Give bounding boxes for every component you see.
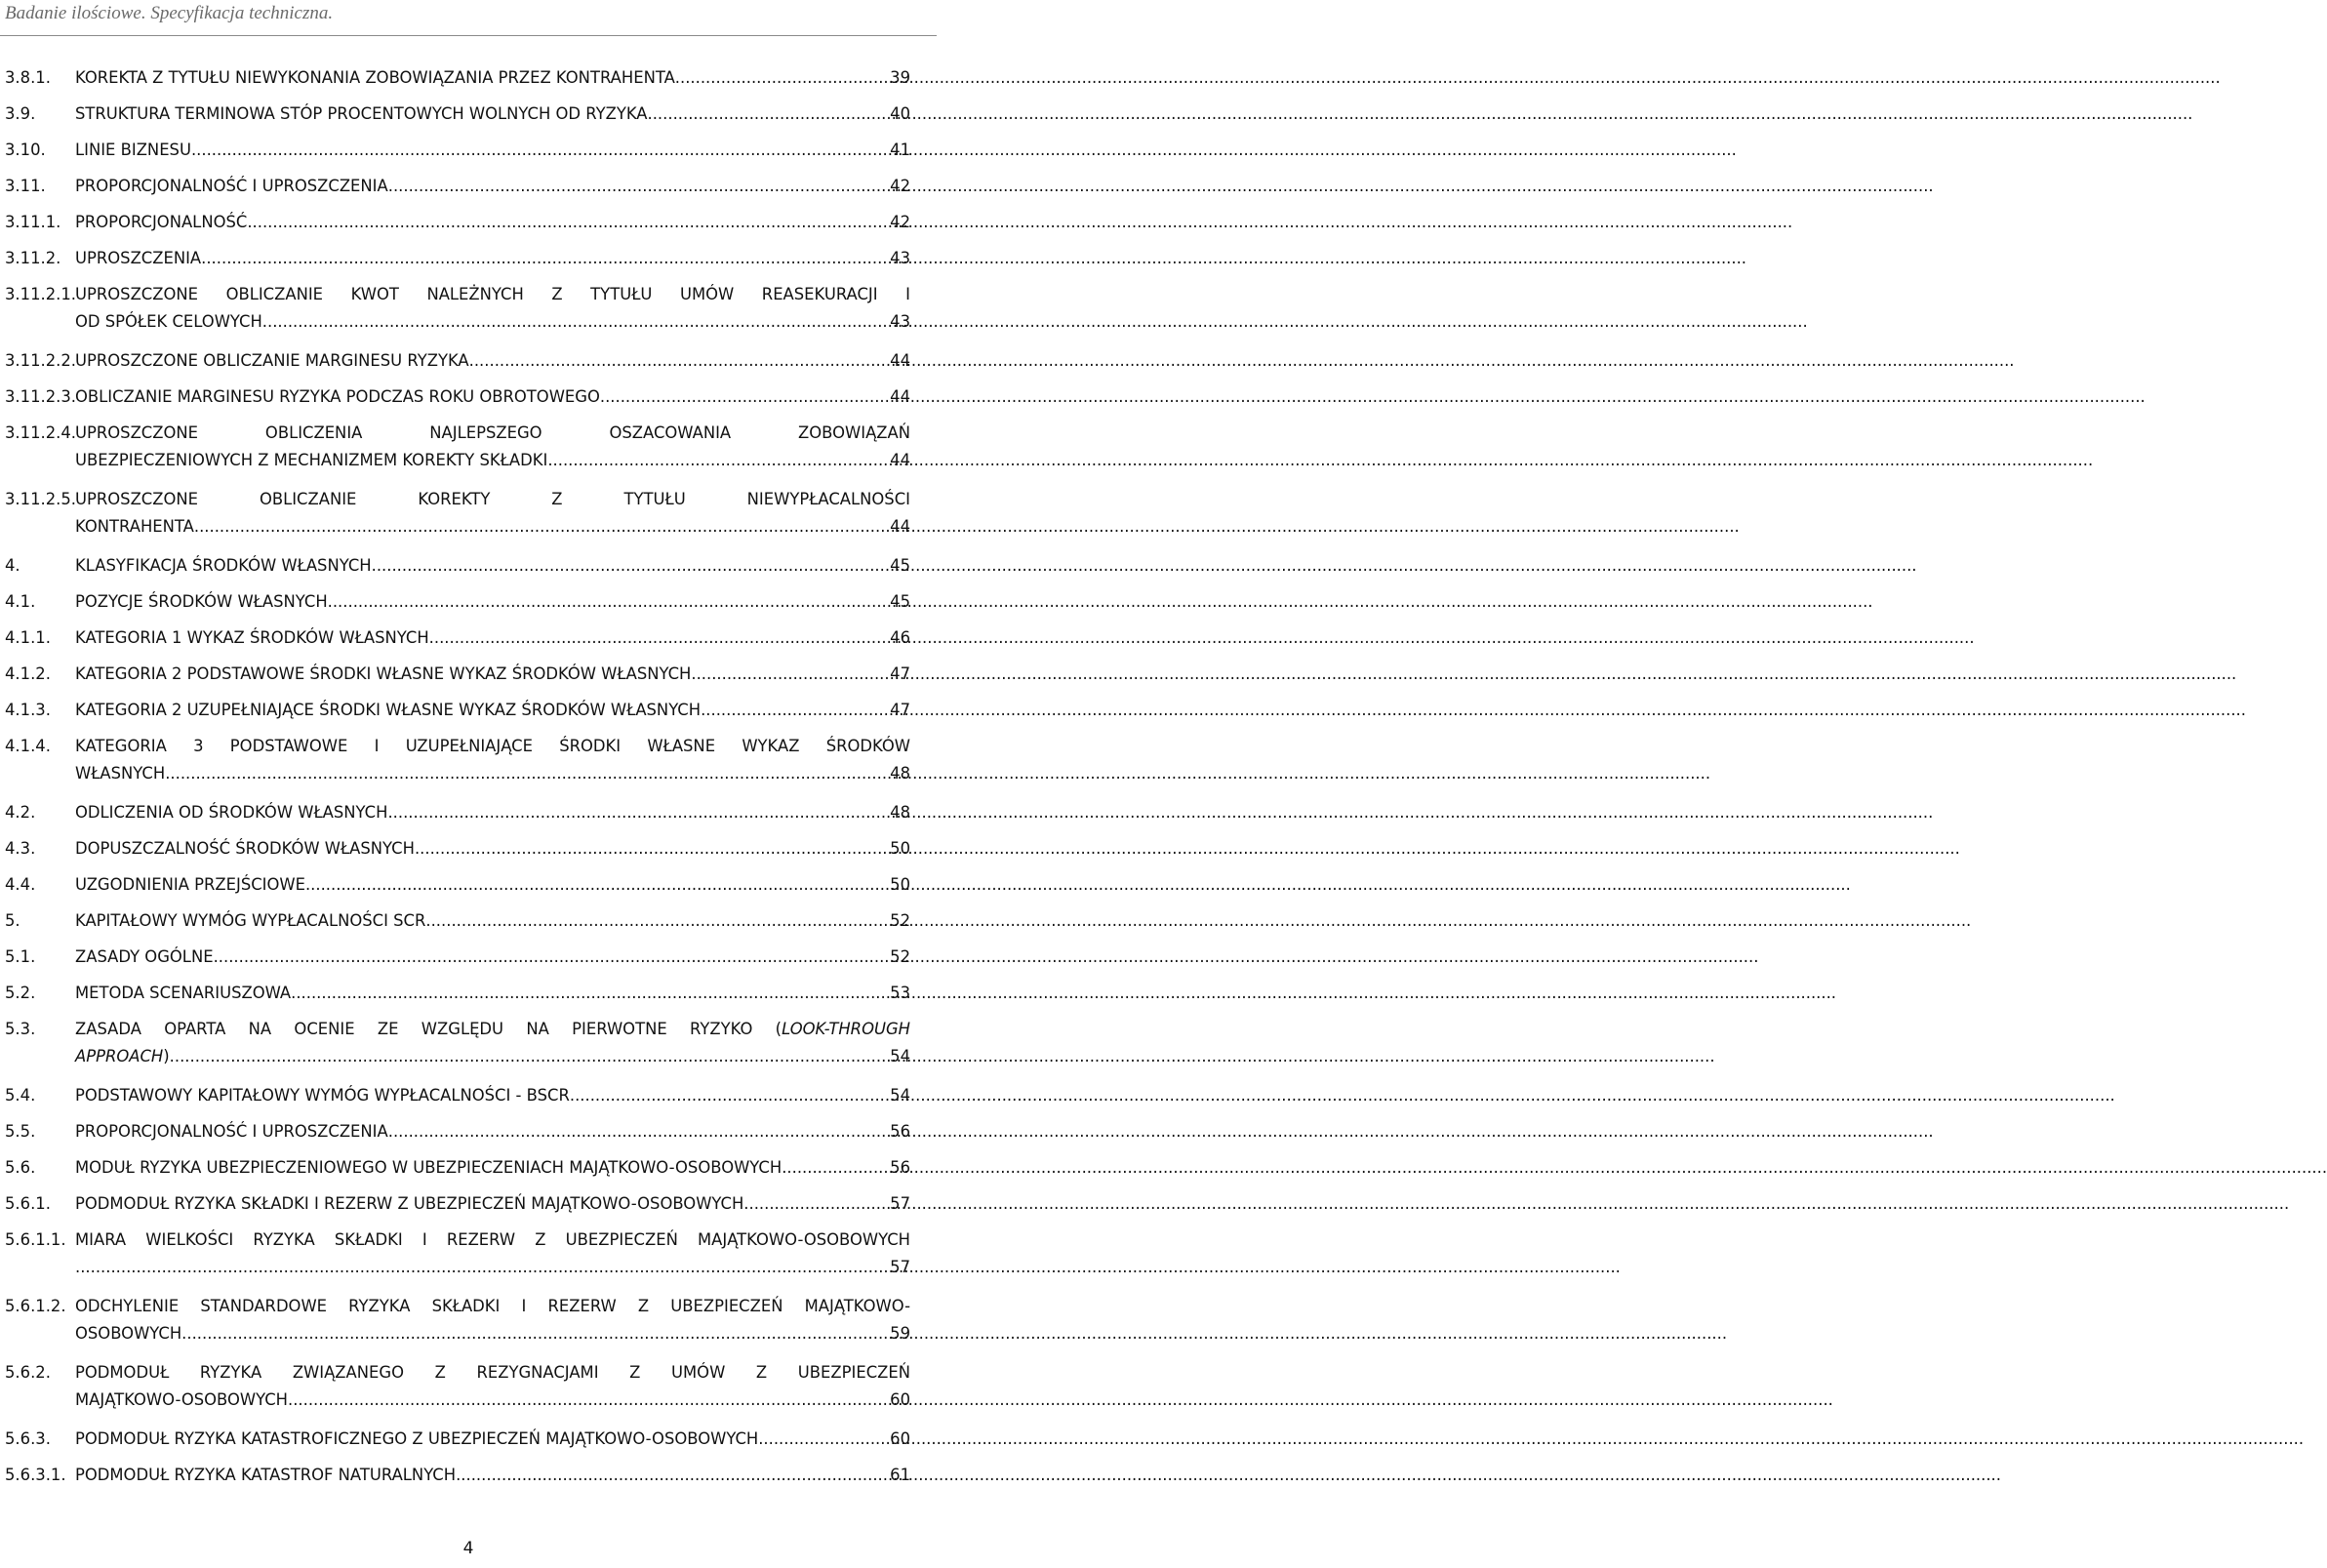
toc-title: KATEGORIA 2 PODSTAWOWE ŚRODKI WŁASNE WYKAZ ŚRODKÓW WŁASNYCH — [75, 664, 692, 683]
toc-title: OD SPÓŁEK CELOWYCH — [75, 312, 262, 331]
toc-number: 3.11. — [5, 177, 46, 195]
toc-title: PROPORCJONALNOŚĆ I UPROSZCZENIA — [75, 177, 388, 195]
toc-page-number: 52 — [890, 947, 910, 966]
toc-entry[interactable] — [5, 1462, 910, 1489]
toc-leader-dots — [388, 173, 890, 200]
toc-number: 3.11.1. — [5, 213, 61, 231]
toc-number: 4. — [5, 556, 20, 575]
toc-entry[interactable] — [5, 1082, 910, 1109]
toc-entry[interactable] — [5, 101, 910, 128]
toc-page-number: 45 — [890, 556, 910, 575]
toc-leader-dots — [701, 697, 890, 724]
toc-number: 4.4. — [5, 875, 36, 894]
toc-page-number: 39 — [890, 68, 910, 87]
page-number: 4 — [462, 1539, 474, 1558]
toc-title: KLASYFIKACJA ŚRODKÓW WŁASNYCH — [75, 556, 372, 575]
toc-leader-dots — [191, 137, 890, 164]
toc-entry[interactable] — [5, 347, 910, 375]
toc-entry[interactable] — [5, 1016, 910, 1070]
toc-number: 5.6.1.1. — [5, 1230, 66, 1249]
toc-title: PROPORCJONALNOŚĆ — [75, 213, 248, 231]
toc-page-number: 40 — [890, 104, 910, 123]
toc-page-number: 61 — [890, 1466, 910, 1484]
toc-entry[interactable] — [5, 733, 910, 787]
toc-page-number: 43 — [890, 249, 910, 267]
toc-page-number: 52 — [890, 911, 910, 930]
toc-number: 3.11.2.3. — [5, 387, 76, 406]
toc-page-number: 45 — [890, 592, 910, 611]
toc-title: PODMODUŁ RYZYKA SKŁADKI I REZERW Z UBEZPIECZEŃ MAJĄTKOWO-OSOBOWYCH — [75, 1194, 744, 1213]
toc-entry[interactable] — [5, 486, 910, 541]
toc-leader-dots — [691, 661, 890, 688]
toc-title-line: UPROSZCZONE OBLICZANIE KWOT NALEŻNYCH Z TYTUŁU UMÓW REASEKURACJI I — [75, 285, 910, 303]
toc-leader-dots — [328, 588, 891, 616]
toc-page-number: 54 — [890, 1086, 910, 1105]
toc-page-number: 42 — [890, 213, 910, 231]
toc-entry[interactable] — [5, 245, 910, 272]
toc-number: 5.6.3. — [5, 1429, 51, 1448]
toc-entry[interactable] — [5, 1426, 910, 1453]
toc-number: 5.6.2. — [5, 1363, 51, 1382]
toc-number: 4.2. — [5, 803, 36, 822]
toc-title: PODMODUŁ RYZYKA KATASTROFICZNEGO Z UBEZPIECZEŃ MAJĄTKOWO-OSOBOWYCH — [75, 1429, 759, 1448]
toc-entry[interactable] — [5, 980, 910, 1007]
toc-title: LINIE BIZNESU — [75, 141, 191, 159]
toc-leader-dots — [415, 835, 890, 863]
toc-title: METODA SCENARIUSZOWA — [75, 984, 292, 1002]
toc-title: UBEZPIECZENIOWYCH Z MECHANIZMEM KOREKTY SKŁADKI — [75, 451, 548, 469]
toc-leader-dots — [262, 308, 890, 336]
toc-number: 3.10. — [5, 141, 46, 159]
toc-number: 4.3. — [5, 839, 36, 858]
toc-entry[interactable] — [5, 1359, 910, 1414]
toc-leader-dots — [743, 1190, 890, 1218]
toc-number: 3.11.2.2. — [5, 351, 76, 370]
toc-title-line: UPROSZCZONE OBLICZANIE KOREKTY Z TYTUŁU NIEWYPŁACALNOŚCI — [75, 490, 910, 508]
toc-entry[interactable] — [5, 944, 910, 971]
toc-page-number: 46 — [890, 628, 910, 647]
toc-leader-dots — [387, 799, 890, 826]
toc-entry[interactable] — [5, 871, 910, 899]
toc-leader-dots — [547, 447, 890, 474]
toc-title: POZYCJE ŚRODKÓW WŁASNYCH — [75, 592, 328, 611]
toc-entry[interactable] — [5, 624, 910, 652]
toc-entry[interactable] — [5, 835, 910, 863]
toc-title: PODMODUŁ RYZYKA KATASTROF NATURALNYCH — [75, 1466, 457, 1484]
toc-number: 3.8.1. — [5, 68, 51, 87]
toc-title: KOREKTA Z TYTUŁU NIEWYKONANIA ZOBOWIĄZANIA PRZEZ KONTRAHENTA — [75, 68, 675, 87]
toc-title: KAPITAŁOWY WYMÓG WYPŁACALNOŚCI SCR — [75, 911, 426, 930]
toc-number: 5. — [5, 911, 20, 930]
toc-leader-dots — [170, 1043, 890, 1070]
toc-page-number: 57 — [890, 1194, 910, 1213]
toc-number: 5.6.1.2. — [5, 1297, 66, 1315]
toc-entry[interactable] — [5, 1190, 910, 1218]
toc-leader-dots — [181, 1320, 890, 1347]
toc-page-number: 48 — [890, 803, 910, 822]
toc-leader-dots — [194, 513, 890, 541]
toc-title: UPROSZCZONE OBLICZANIE MARGINESU RYZYKA — [75, 351, 469, 370]
toc-entry[interactable] — [5, 209, 910, 236]
toc-entry[interactable] — [5, 137, 910, 164]
toc-title: KATEGORIA 1 WYKAZ ŚRODKÓW WŁASNYCH — [75, 628, 429, 647]
toc-leader-dots — [305, 871, 890, 899]
toc-page-number: 54 — [890, 1047, 910, 1065]
toc-leader-dots — [570, 1082, 890, 1109]
toc-entry[interactable] — [5, 1293, 910, 1347]
toc-page-number: 44 — [890, 351, 910, 370]
toc-title: MAJĄTKOWO-OSOBOWYCH — [75, 1390, 288, 1409]
toc-leader-dots — [758, 1426, 890, 1453]
toc-entry[interactable] — [5, 281, 910, 336]
toc-title: OSOBOWYCH — [75, 1324, 182, 1343]
header-rule — [0, 35, 937, 36]
toc-page-number: 57 — [890, 1258, 910, 1276]
toc-entry[interactable] — [5, 383, 910, 411]
toc-leader-dots — [469, 347, 891, 375]
toc-leader-dots — [388, 1118, 890, 1146]
toc-title: WŁASNYCH — [75, 764, 166, 783]
toc-page-number: 50 — [890, 839, 910, 858]
toc-title: UZGODNIENIA PRZEJŚCIOWE — [75, 875, 305, 894]
toc-page-number: 60 — [890, 1390, 910, 1409]
toc-title: ZASADY OGÓLNE — [75, 947, 214, 966]
toc-number: 5.1. — [5, 947, 36, 966]
toc-entry[interactable] — [5, 64, 910, 92]
toc-leader-dots — [247, 209, 890, 236]
toc-page-number: 56 — [890, 1158, 910, 1177]
toc-leader-dots — [372, 552, 891, 580]
toc-leader-dots — [648, 101, 891, 128]
toc-leader-dots — [165, 760, 890, 787]
toc-leader-dots — [288, 1387, 890, 1414]
toc-leader-dots — [456, 1462, 890, 1489]
toc-number: 3.9. — [5, 104, 36, 123]
toc-leader-dots — [675, 64, 890, 92]
toc-title-line: ZASADA OPARTA NA OCENIE ZE WZGLĘDU NA PIERWOTNE RYZYKO (LOOK-THROUGH — [75, 1020, 910, 1038]
toc-entry[interactable] — [5, 1226, 910, 1281]
toc-title: KONTRAHENTA — [75, 517, 194, 536]
toc-leader-dots — [782, 1154, 890, 1182]
toc-title-line: ODCHYLENIE STANDARDOWE RYZYKA SKŁADKI I REZERW Z UBEZPIECZEŃ MAJĄTKOWO- — [75, 1297, 910, 1315]
toc-page-number: 53 — [890, 984, 910, 1002]
toc-number: 4.1.2. — [5, 664, 51, 683]
toc-entry[interactable] — [5, 661, 910, 688]
toc-entry[interactable] — [5, 420, 910, 474]
toc-page-number: 48 — [890, 764, 910, 783]
toc-number: 3.11.2.4. — [5, 423, 76, 442]
toc-page-number: 59 — [890, 1324, 910, 1343]
toc-number: 4.1.1. — [5, 628, 51, 647]
toc-title: OBLICZANIE MARGINESU RYZYKA PODCZAS ROKU OBROTOWEGO — [75, 387, 600, 406]
toc-number: 5.6.3.1. — [5, 1466, 66, 1484]
toc-number: 5.3. — [5, 1020, 36, 1038]
toc-entry[interactable] — [5, 1154, 910, 1182]
toc-title: KATEGORIA 2 UZUPEŁNIAJĄCE ŚRODKI WŁASNE WYKAZ ŚRODKÓW WŁASNYCH — [75, 701, 702, 719]
toc-leader-dots — [425, 907, 890, 935]
toc-page-number: 50 — [890, 875, 910, 894]
toc-title: APPROACH) — [75, 1047, 170, 1065]
toc-title: STRUKTURA TERMINOWA STÓP PROCENTOWYCH WOLNYCH OD RYZYKA — [75, 104, 648, 123]
toc-title: DOPUSZCZALNOŚĆ ŚRODKÓW WŁASNYCH — [75, 839, 415, 858]
toc-leader-dots — [75, 1254, 890, 1281]
toc-page-number: 56 — [890, 1122, 910, 1141]
toc-leader-dots — [214, 944, 891, 971]
toc-title-line: MIARA WIELKOŚCI RYZYKA SKŁADKI I REZERW Z UBEZPIECZEŃ MAJĄTKOWO-OSOBOWYCH — [75, 1230, 910, 1249]
toc-entry[interactable] — [5, 697, 910, 724]
toc-leader-dots — [291, 980, 890, 1007]
toc-number: 4.1.3. — [5, 701, 51, 719]
toc-entry[interactable] — [5, 1118, 910, 1146]
toc-page-number: 44 — [890, 517, 910, 536]
toc-title: MODUŁ RYZYKA UBEZPIECZENIOWEGO W UBEZPIECZENIACH MAJĄTKOWO-OSOBOWYCH — [75, 1158, 782, 1177]
toc-number: 5.5. — [5, 1122, 36, 1141]
toc-number: 3.11.2.1. — [5, 285, 76, 303]
toc-page-number: 44 — [890, 451, 910, 469]
toc-number: 3.11.2.5. — [5, 490, 76, 508]
running-header: Badanie ilościowe. Specyfikacja techniczna. — [5, 3, 334, 23]
toc-number: 5.4. — [5, 1086, 36, 1105]
toc-page-number: 47 — [890, 664, 910, 683]
toc-leader-dots — [429, 624, 890, 652]
toc-title-line: UPROSZCZONE OBLICZENIA NAJLEPSZEGO OSZACOWANIA ZOBOWIĄZAŃ — [75, 423, 910, 442]
toc-title-line: PODMODUŁ RYZYKA ZWIĄZANEGO Z REZYGNACJAMI Z UMÓW Z UBEZPIECZEŃ — [75, 1363, 910, 1382]
toc-leader-dots — [201, 245, 890, 272]
toc-number: 5.2. — [5, 984, 36, 1002]
toc-page-number: 60 — [890, 1429, 910, 1448]
toc-title: ODLICZENIA OD ŚRODKÓW WŁASNYCH — [75, 803, 388, 822]
toc-entry[interactable] — [5, 173, 910, 200]
toc-title-line: KATEGORIA 3 PODSTAWOWE I UZUPEŁNIAJĄCE ŚRODKI WŁASNE WYKAZ ŚRODKÓW — [75, 737, 910, 755]
toc-title: PROPORCJONALNOŚĆ I UPROSZCZENIA — [75, 1122, 388, 1141]
toc-number: 4.1. — [5, 592, 36, 611]
toc-entry[interactable] — [5, 907, 910, 935]
toc-number: 5.6. — [5, 1158, 36, 1177]
toc-page-number: 44 — [890, 387, 910, 406]
toc-entry[interactable] — [5, 588, 910, 616]
toc-title: UPROSZCZENIA — [75, 249, 202, 267]
toc-number: 3.11.2. — [5, 249, 61, 267]
toc-entry[interactable] — [5, 552, 910, 580]
toc-leader-dots — [600, 383, 890, 411]
toc-number: 5.6.1. — [5, 1194, 51, 1213]
toc-page-number: 41 — [890, 141, 910, 159]
toc-page-number: 43 — [890, 312, 910, 331]
toc-entry[interactable] — [5, 799, 910, 826]
toc-number: 4.1.4. — [5, 737, 51, 755]
toc-page-number: 47 — [890, 701, 910, 719]
toc-title: PODSTAWOWY KAPITAŁOWY WYMÓG WYPŁACALNOŚCI - BSCR — [75, 1086, 570, 1105]
toc-page-number: 42 — [890, 177, 910, 195]
